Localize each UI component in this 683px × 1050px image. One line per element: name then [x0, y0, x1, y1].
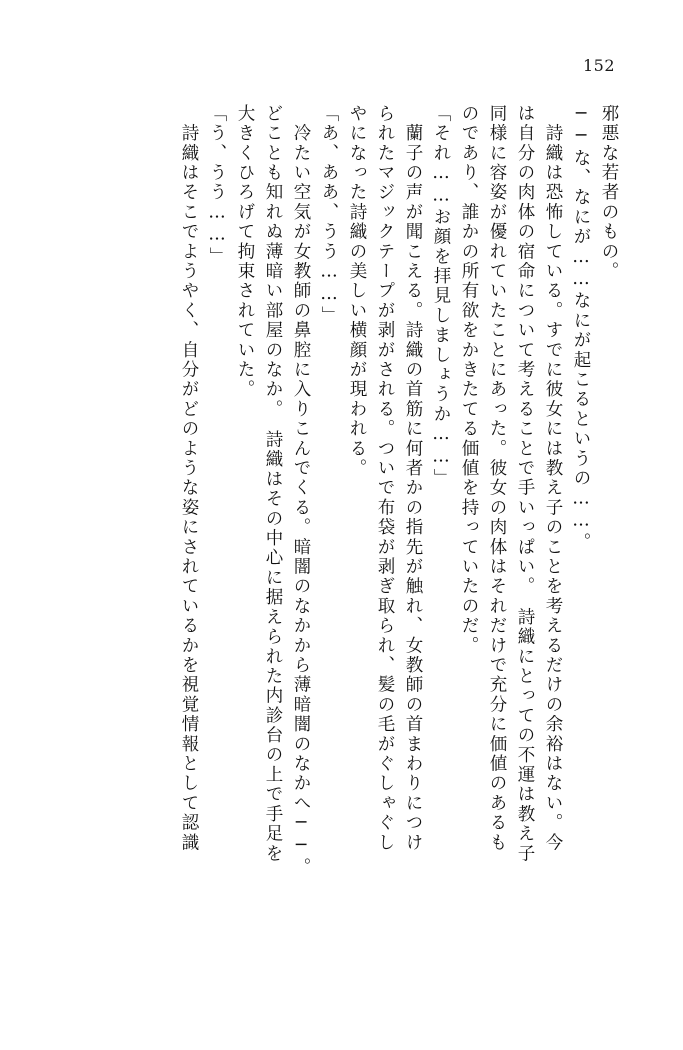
page-number: 152 — [582, 56, 615, 75]
text-column: は自分の肉体の宿命について考えることで手いっぱい。 詩織にとっての不運は教え子 — [515, 104, 535, 864]
text-column: 「う、うう……」 — [207, 104, 227, 267]
text-column: 「あ、ああ、うう……」 — [319, 104, 339, 326]
text-column: ──な、なにが……なにが起こるというの……。 — [571, 104, 591, 553]
vertical-text-body — [66, 104, 617, 964]
text-column: やになった詩織の美しい横顔が現われる。 — [347, 104, 367, 479]
text-column: 邪悪な若者のもの。 — [599, 104, 619, 282]
text-column: 蘭子の声が聞こえる。詩織の首筋に何者かの指先が触れ、女教師の首まわりにつけ — [403, 104, 423, 853]
text-column: 詩織はそこでようやく、自分がどのような姿にされているかを視覚情報として認識 — [179, 104, 199, 853]
text-column: 同様に容姿が優れていたことにあった。彼女の肉体はそれだけで充分に価値のあるも — [487, 104, 507, 853]
text-column: どことも知れぬ薄暗い部屋のなか。 詩織はその中心に据えられた内診台の上で手足を — [263, 104, 283, 864]
text-column: られたマジックテープが剥がされる。ついで布袋が剥ぎ取られ、髪の毛がぐしゃぐし — [375, 104, 395, 853]
text-column: 大きくひろげて拘束されていた。 — [235, 104, 255, 400]
text-column: 詩織は恐怖している。すでに彼女には教え子のことを考えるだけの余裕はない。今 — [543, 104, 563, 853]
text-column: のであり、誰かの所有欲をかきたてる価値を持っていたのだ。 — [459, 104, 479, 656]
text-column: 「それ……お顔を拝見しましょうか……」 — [431, 104, 451, 489]
text-column: 冷たい空気が女教師の鼻腔に入りこんでくる。暗闇のなかから薄暗闇のなかへ──。 — [291, 104, 311, 878]
